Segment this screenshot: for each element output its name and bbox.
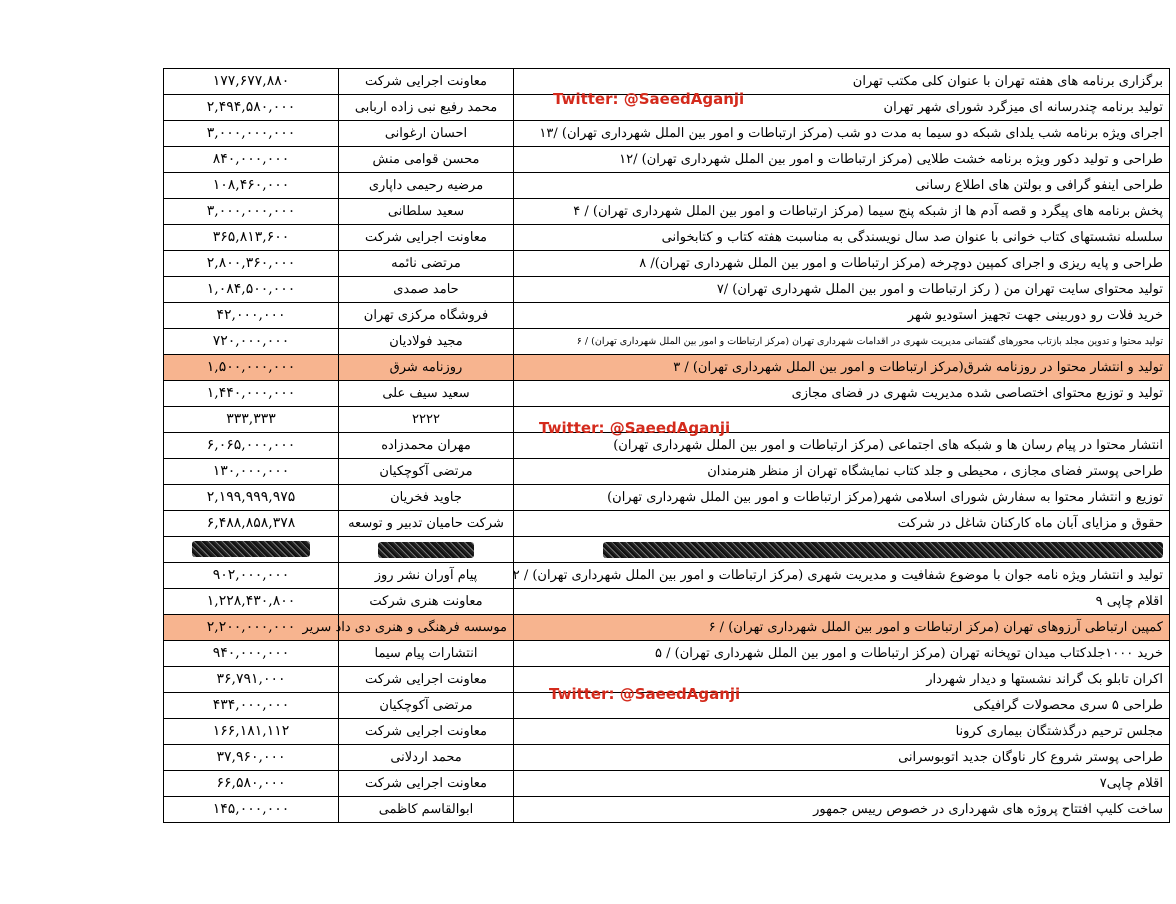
table-row xyxy=(164,225,1170,251)
amount-cell: ۱۷۷,۶۷۷,۸۸۰ xyxy=(164,69,339,95)
amount-cell: ۳۶,۷۹۱,۰۰۰ xyxy=(164,667,339,693)
description-cell: اقلام چاپی۷ xyxy=(514,771,1170,797)
payee-cell: مرتضی آکوچکیان xyxy=(339,459,514,485)
payee-cell: حامد صمدی xyxy=(339,277,514,303)
table-row xyxy=(164,615,1170,641)
amount-cell: ۱۰۸,۴۶۰,۰۰۰ xyxy=(164,173,339,199)
payee-cell: موسسه فرهنگی و هنری دی داد سریر xyxy=(339,615,514,641)
description-cell xyxy=(514,537,1170,563)
amount-cell: ۱,۴۴۰,۰۰۰,۰۰۰ xyxy=(164,381,339,407)
description-cell: کمپین ارتباطی آرزوهای تهران (مرکز ارتباطات و امور بین الملل شهرداری تهران) / ۶ xyxy=(514,615,1170,641)
table-row xyxy=(164,277,1170,303)
table-row xyxy=(164,485,1170,511)
payee-cell: انتشارات پیام سیما xyxy=(339,641,514,667)
description-cell: تولید محتوا و تدوین مجلد بازتاب محورهای گفتمانی مدیریت شهری در اقدامات شهرداری تهران (مرکز ارتباطات و امور بین الملل شهرداری تهران) / ۶ xyxy=(514,329,1170,355)
payee-cell: روزنامه شرق xyxy=(339,355,514,381)
redaction-scribble xyxy=(192,541,310,557)
description-cell: مجلس ترحیم درگذشتگان بیماری کرونا xyxy=(514,719,1170,745)
amount-cell: ۴۳۴,۰۰۰,۰۰۰ xyxy=(164,693,339,719)
payee-cell: فروشگاه مرکزی تهران xyxy=(339,303,514,329)
description-cell: تولید و توزیع محتوای اختصاصی شده مدیریت شهری در فضای مجازی xyxy=(514,381,1170,407)
redaction-scribble xyxy=(378,542,474,558)
amount-cell: ۶,۴۸۸,۸۵۸,۳۷۸ xyxy=(164,511,339,537)
contracts-table-body xyxy=(164,69,1170,823)
payee-cell: مرتضی نائمه xyxy=(339,251,514,277)
table-row xyxy=(164,641,1170,667)
payee-cell: ابوالقاسم کاظمی xyxy=(339,797,514,823)
amount-cell: ۲,۱۹۹,۹۹۹,۹۷۵ xyxy=(164,485,339,511)
watermark-text: Twitter: @SaeedAganji xyxy=(553,90,745,108)
table-row xyxy=(164,797,1170,823)
payee-cell: معاونت اجرایی شرکت xyxy=(339,719,514,745)
table-row xyxy=(164,121,1170,147)
table-row xyxy=(164,563,1170,589)
description-cell: تولید برنامه چندرسانه ای میزگرد شورای شهر تهران xyxy=(514,95,1170,121)
payee-cell xyxy=(339,537,514,563)
description-cell: برگزاری برنامه های هفته تهران با عنوان کلی مکتب تهران xyxy=(514,69,1170,95)
watermark-text: Twitter: @SaeedAganji xyxy=(539,419,731,437)
amount-cell: ۲,۴۹۴,۵۸۰,۰۰۰ xyxy=(164,95,339,121)
description-cell: انتشار محتوا در پیام رسان ها و شبکه های اجتماعی (مرکز ارتباطات و امور بین الملل شهرداری تهران) xyxy=(514,433,1170,459)
amount-cell: ۹۰۲,۰۰۰,۰۰۰ xyxy=(164,563,339,589)
description-cell: طراحی ۵ سری محصولات گرافیکی xyxy=(514,693,1170,719)
table-row xyxy=(164,589,1170,615)
payee-cell: سعید سلطانی xyxy=(339,199,514,225)
table-row xyxy=(164,147,1170,173)
payee-cell: ۲۲۲۲ xyxy=(339,407,514,433)
table-row xyxy=(164,511,1170,537)
description-cell: طراحی و پایه ریزی و اجرای کمپین دوچرخه (مرکز ارتباطات و امور بین الملل شهرداری تهران)/ ۸ xyxy=(514,251,1170,277)
description-cell: حقوق و مزایای آبان ماه کارکنان شاغل در شرکت xyxy=(514,511,1170,537)
payee-cell: معاونت اجرایی شرکت xyxy=(339,69,514,95)
payee-cell: محسن قوامی منش xyxy=(339,147,514,173)
description-cell: طراحی و تولید دکور ویژه برنامه خشت طلایی (مرکز ارتباطات و امور بین الملل شهرداری تهران) /۱۲ xyxy=(514,147,1170,173)
table-row xyxy=(164,771,1170,797)
description-cell: تولید و انتشار ویژه نامه جوان با موضوع شفافیت و مدیریت شهری (مرکز ارتباطات و امور بین الملل شهرداری تهران) / ۲ xyxy=(514,563,1170,589)
description-cell: تولید محتوای سایت تهران من ( رکز ارتباطات و امور بین الملل شهرداری تهران) /۷ xyxy=(514,277,1170,303)
payee-cell: سعید سیف علی xyxy=(339,381,514,407)
amount-cell: ۳,۰۰۰,۰۰۰,۰۰۰ xyxy=(164,199,339,225)
payee-cell: جاوید فخریان xyxy=(339,485,514,511)
description-cell: اقلام چاپی ۹ xyxy=(514,589,1170,615)
table-row xyxy=(164,381,1170,407)
amount-cell: ۱۶۶,۱۸۱,۱۱۲ xyxy=(164,719,339,745)
description-cell: اجرای ویژه برنامه شب یلدای شبکه دو سیما به مدت دو شب (مرکز ارتباطات و امور بین الملل شهرداری تهران) /۱۳ xyxy=(514,121,1170,147)
payee-cell: معاونت اجرایی شرکت xyxy=(339,667,514,693)
payee-cell: معاونت اجرایی شرکت xyxy=(339,771,514,797)
payee-cell: محمد اردلانی xyxy=(339,745,514,771)
description-cell: توزیع و انتشار محتوا به سفارش شورای اسلامی شهر(مرکز ارتباطات و امور بین الملل شهرداری تهران) xyxy=(514,485,1170,511)
table-row xyxy=(164,173,1170,199)
amount-cell: ۱,۰۸۴,۵۰۰,۰۰۰ xyxy=(164,277,339,303)
redaction-scribble xyxy=(603,542,1163,558)
description-cell: سلسله نشستهای کتاب خوانی با عنوان صد سال نویسندگی به مناسبت هفته کتاب و کتابخوانی xyxy=(514,225,1170,251)
payee-cell: احسان ارغوانی xyxy=(339,121,514,147)
amount-cell: ۸۴۰,۰۰۰,۰۰۰ xyxy=(164,147,339,173)
description-cell: تولید و انتشار محتوا در روزنامه شرق(مرکز ارتباطات و امور بین الملل شهرداری تهران) / ۳ xyxy=(514,355,1170,381)
description-cell: اکران تابلو بک گراند نشستها و دیدار شهردار xyxy=(514,667,1170,693)
description-cell: پخش برنامه های پیگرد و قصه آدم ها از شبکه پنج سیما (مرکز ارتباطات و امور بین الملل شهرداری تهران) / ۴ xyxy=(514,199,1170,225)
payee-cell: مهران محمدزاده xyxy=(339,433,514,459)
amount-cell: ۱,۲۲۸,۴۳۰,۸۰۰ xyxy=(164,589,339,615)
table-row xyxy=(164,745,1170,771)
table-row xyxy=(164,303,1170,329)
amount-cell: ۱۴۵,۰۰۰,۰۰۰ xyxy=(164,797,339,823)
amount-cell: ۶,۰۶۵,۰۰۰,۰۰۰ xyxy=(164,433,339,459)
payee-cell: شرکت حامیان تدبیر و توسعه xyxy=(339,511,514,537)
amount-cell: ۶۶,۵۸۰,۰۰۰ xyxy=(164,771,339,797)
payee-cell: مرضیه رحیمی داپاری xyxy=(339,173,514,199)
amount-cell: ۲,۸۰۰,۳۶۰,۰۰۰ xyxy=(164,251,339,277)
payee-cell: محمد رفیع نبی زاده اربابی xyxy=(339,95,514,121)
description-cell: خرید ۱۰۰۰جلدکتاب میدان توپخانه تهران (مرکز ارتباطات و امور بین الملل شهرداری تهران) / ۵ xyxy=(514,641,1170,667)
payee-cell: معاونت اجرایی شرکت xyxy=(339,225,514,251)
table-row xyxy=(164,537,1170,563)
table-row xyxy=(164,355,1170,381)
table-row xyxy=(164,459,1170,485)
payee-cell: مجید فولادیان xyxy=(339,329,514,355)
amount-cell: ۹۴۰,۰۰۰,۰۰۰ xyxy=(164,641,339,667)
amount-cell: ۱۳۰,۰۰۰,۰۰۰ xyxy=(164,459,339,485)
description-cell: خرید فلات رو دوربینی جهت تجهیز استودیو شهر xyxy=(514,303,1170,329)
amount-cell: ۳۷,۹۶۰,۰۰۰ xyxy=(164,745,339,771)
description-cell: طراحی اینفو گرافی و بولتن های اطلاع رسانی xyxy=(514,173,1170,199)
description-cell: ساخت کلیپ افتتاح پروژه های شهرداری در خصوص رییس جمهور xyxy=(514,797,1170,823)
amount-cell: ۳,۰۰۰,۰۰۰,۰۰۰ xyxy=(164,121,339,147)
amount-cell: ۴۲,۰۰۰,۰۰۰ xyxy=(164,303,339,329)
amount-cell: ۳۳۳,۳۳۳ xyxy=(164,407,339,433)
amount-cell xyxy=(164,537,339,563)
payee-cell: مرتضی آکوچکیان xyxy=(339,693,514,719)
description-cell: طراحی پوستر فضای مجازی ، محیطی و جلد کتاب نمایشگاه تهران از منظر هنرمندان xyxy=(514,459,1170,485)
description-cell: طراحی پوستر شروع کار ناوگان جدید اتوبوسرانی xyxy=(514,745,1170,771)
amount-cell: ۱,۵۰۰,۰۰۰,۰۰۰ xyxy=(164,355,339,381)
table-row xyxy=(164,329,1170,355)
amount-cell: ۷۲۰,۰۰۰,۰۰۰ xyxy=(164,329,339,355)
payee-cell: معاونت هنری شرکت xyxy=(339,589,514,615)
watermark-text: Twitter: @SaeedAganji xyxy=(549,685,741,703)
table-row xyxy=(164,251,1170,277)
amount-cell: ۳۶۵,۸۱۳,۶۰۰ xyxy=(164,225,339,251)
payee-cell: پیام آوران نشر روز xyxy=(339,563,514,589)
contracts-table xyxy=(163,68,1170,823)
table-row xyxy=(164,719,1170,745)
table-row xyxy=(164,199,1170,225)
amount-cell: ۲,۲۰۰,۰۰۰,۰۰۰ xyxy=(164,615,339,641)
